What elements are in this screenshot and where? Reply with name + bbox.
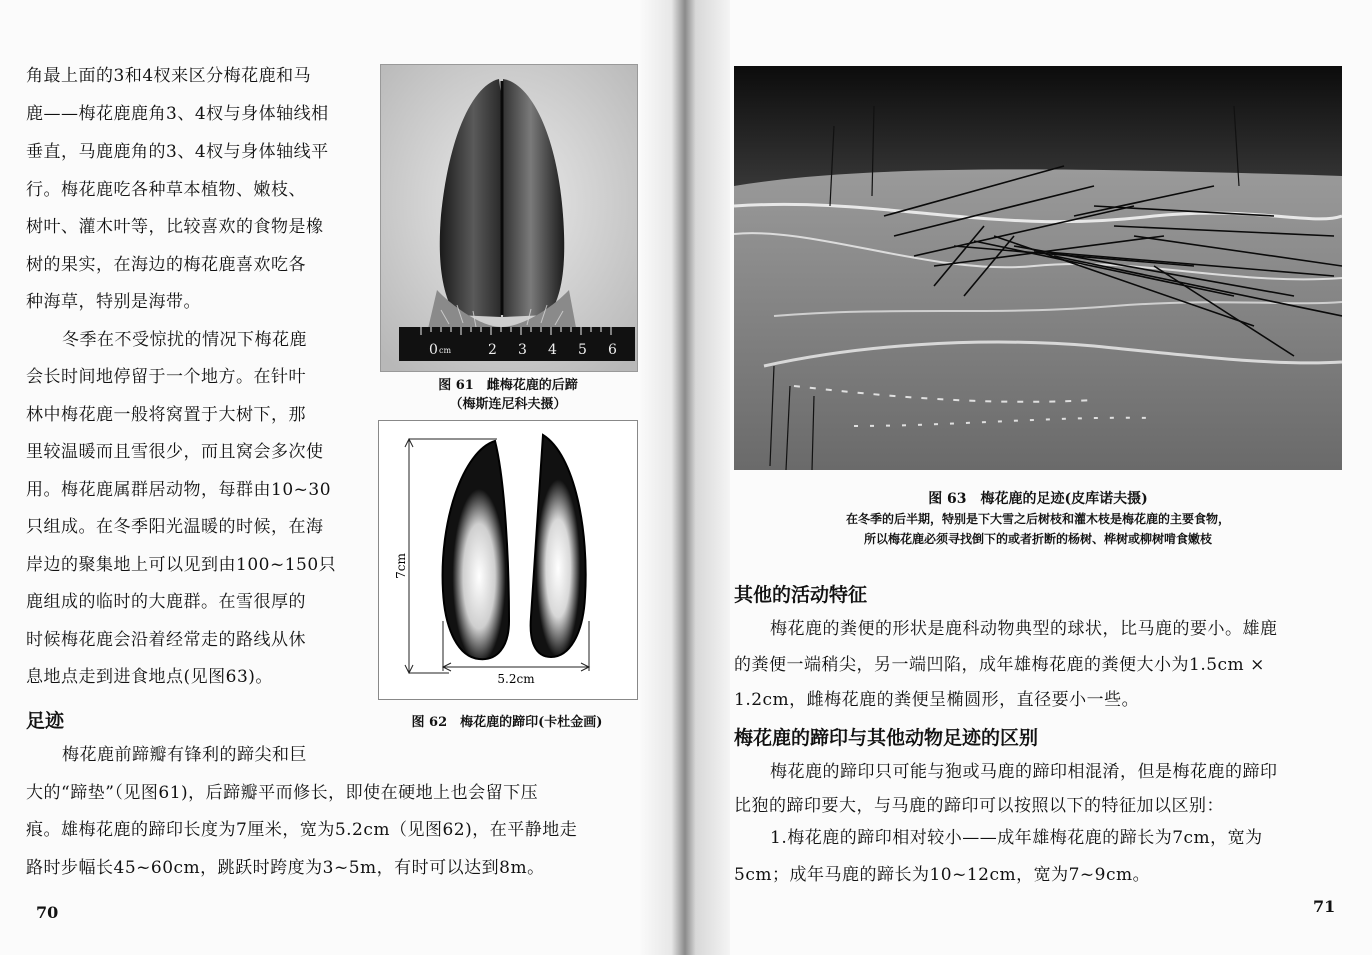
caption-line: （梅斯连尼科夫摄） [449, 397, 567, 412]
figure-61-hoof-photo [380, 64, 638, 372]
text-line: 冬季在不受惊扰的情况下梅花鹿 [62, 330, 307, 350]
text-line: 痕。雄梅花鹿的蹄印长度为7厘米，宽为5.2cm（见图62)，在平静地走 [26, 820, 578, 840]
ruler-label: 2 [488, 342, 497, 358]
figure-63-snow-tracks-photo [734, 66, 1342, 470]
text-line: 会长时间地停留于一个地方。在针叶 [26, 367, 306, 387]
text-line: 时候梅花鹿会沿着经常走的路线从休 [26, 630, 306, 650]
ruler-label: 4 [548, 342, 557, 358]
ruler-label: 6 [608, 342, 617, 358]
left-page [0, 0, 680, 955]
text-line: 1.2cm，雌梅花鹿的粪便呈椭圆形，直径要小一些。 [734, 690, 1140, 710]
section-heading-other-activity: 其他的活动特征 [734, 584, 868, 606]
ruler-unit: cm [439, 346, 452, 355]
text-line: 路时步幅长45~60cm，跳跃时跨度为3~5m，有时可以达到8m。 [26, 858, 545, 878]
text-line: 5cm；成年马鹿的蹄长为10~12cm，宽为7~9cm。 [734, 865, 1151, 885]
ruler-label: 0 [429, 342, 438, 358]
ruler-label: 5 [578, 342, 587, 358]
text-line: 梅花鹿前蹄瓣有锋利的蹄尖和巨 [62, 745, 307, 765]
text-line: 大的“蹄垫”（见图61)，后蹄瓣平而修长，即使在硬地上也会留下压 [26, 783, 539, 803]
text-line: 1.梅花鹿的蹄印相对较小——成年雄梅花鹿的蹄长为7cm，宽为 [770, 828, 1263, 848]
text-line: 鹿组成的临时的大鹿群。在雪很厚的 [26, 592, 306, 612]
text-line: 种海草，特别是海带。 [26, 292, 201, 312]
figure-62-caption: 图 62 梅花鹿的蹄印(卡杜金画) [411, 715, 603, 730]
figure-63-caption-line: 所以梅花鹿必须寻找倒下的或者折断的杨树、桦树或柳树啃食嫩枝 [863, 532, 1212, 546]
text-line: 里较温暖而且雪很少，而且窝会多次使 [26, 442, 324, 462]
text-line: 岸边的聚集地上可以见到由100~150只 [26, 555, 337, 575]
figure-62-hoofprint-drawing [378, 420, 638, 700]
section-heading-hoofprint-differences: 梅花鹿的蹄印与其他动物足迹的区别 [734, 727, 1039, 749]
right-page [690, 0, 1372, 955]
figure-61-caption [380, 374, 636, 412]
section-heading-footprint: 足迹 [26, 710, 65, 732]
page-number-right: 71 [1313, 897, 1336, 916]
text-line: 比狍的蹄印要大，与马鹿的蹄印可以按照以下的特征加以区别： [734, 796, 1224, 816]
text-line: 树的果实，在海边的梅花鹿喜欢吃各 [26, 255, 306, 275]
text-line: 息地点走到进食地点(见图63)。 [26, 667, 273, 687]
text-line: 角最上面的3和4杈来区分梅花鹿和马 [26, 66, 312, 86]
hoofprint-height-label: 7cm [394, 553, 408, 579]
text-line: 只组成。在冬季阳光温暖的时候，在海 [26, 517, 324, 537]
text-line: 树叶、灌木叶等，比较喜欢的食物是橡 [26, 217, 324, 237]
text-line: 行。梅花鹿吃各种草本植物、嫩枝、 [26, 180, 306, 200]
caption-line: 图 61 雌梅花鹿的后蹄 [438, 378, 578, 393]
text-line: 林中梅花鹿一般将窝置于大树下，那 [26, 405, 306, 425]
text-line: 梅花鹿的粪便的形状是鹿科动物典型的球状，比马鹿的要小。雄鹿 [770, 619, 1278, 639]
page-number-left: 70 [36, 903, 59, 922]
figure-63-caption-line: 在冬季的后半期，特别是下大雪之后树枝和灌木枝是梅花鹿的主要食物， [845, 512, 1230, 526]
text-line: 鹿——梅花鹿鹿角3、4杈与身体轴线相 [26, 104, 329, 124]
figure-63-caption-title: 图 63 梅花鹿的足迹(皮库诺夫摄) [928, 491, 1148, 507]
ruler-label: 3 [518, 342, 527, 358]
text-line: 用。梅花鹿属群居动物，每群由10~30 [26, 480, 332, 500]
text-line: 梅花鹿的蹄印只可能与狍或马鹿的蹄印相混淆，但是梅花鹿的蹄印 [770, 762, 1278, 782]
text-line: 的粪便一端稍尖，另一端凹陷，成年雄梅花鹿的粪便大小为1.5cm × [734, 655, 1265, 675]
text-line: 垂直，马鹿鹿角的3、4杈与身体轴线平 [26, 142, 329, 162]
hoofprint-width-label: 5.2cm [497, 672, 535, 686]
